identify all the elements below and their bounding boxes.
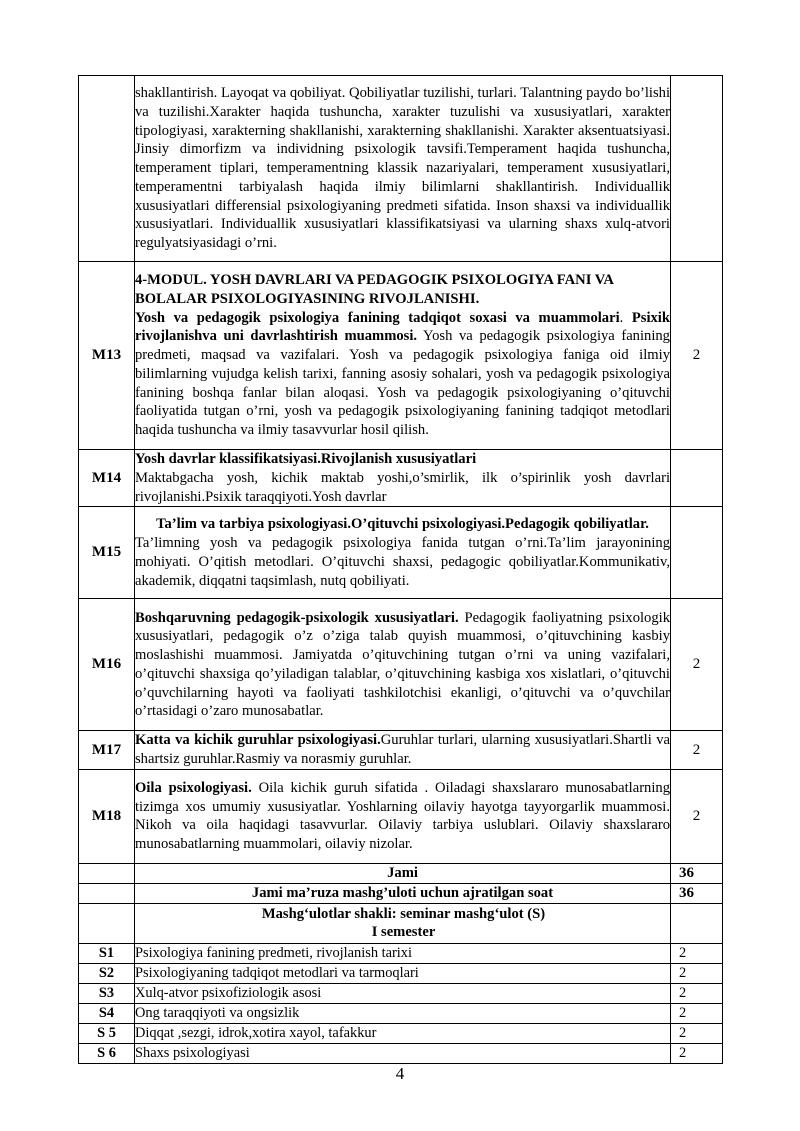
seminar-topic: Ong taraqqiyoti va ongsizlik — [135, 1003, 671, 1023]
seminar-code: S3 — [79, 983, 135, 1003]
topic-body: Yosh va pedagogik psixologiya fanining predmeti, maqsad va vazifalari. Yosh va pedagogik psixologiya faniga oid ilmiy bilimlarning vujudga kelish tarixi, fanning asosiy sohalari, yosh va pedagogik psixologiya fanining boshqa fanlar bilan aloqasi. Yosh va pedagogik psixologiyaning o’qituvchi faoliyatida tutgan o’rni, yosh va pedagogik psixologiyaning fanining tadqiqot metodlari haqida tushuncha va ilmiy tasavvurlar hosil qilish. — [135, 328, 670, 439]
seminar-row — [79, 983, 723, 1003]
table-row-continuation — [79, 76, 723, 262]
row-hours: 2 — [671, 769, 723, 863]
topic-body: Pedagogik faoliyatning psixologik xususiyatlari, pedagogik o’z o’ziga talab quyish muammosi, o’qituvchining kasbiy moslashishi muammosi. Jamiyatda o’qituvchining tutgan o’rni va uning vazifalari, o’qituvchi shaxsiga qo’yiladigan talablar, o’qituvchining kasbiga xos xislatlari, o’qituvchi o’quvchilarning hayoti va faoliyati tashkilotchisi ekanligi, o’qituvchi va o’quvchilar o’rtasidagi o’zaro munosabatlar. — [135, 609, 671, 720]
row-hours — [671, 903, 723, 943]
seminar-code: S2 — [79, 963, 135, 983]
seminar-header-title: Mashg‘ulotlar shakli: seminar mashg‘ulot (S) — [261, 905, 546, 922]
lecture-total-row — [79, 883, 723, 903]
seminar-row — [79, 943, 723, 963]
seminar-topic: Shaxs psixologiyasi — [135, 1043, 671, 1063]
row-content — [135, 731, 671, 770]
seminar-header-row — [79, 903, 723, 943]
row-content — [135, 599, 671, 731]
topic-title: Boshqaruvning pedagogik-psixologik xususiyatlari. — [135, 609, 459, 626]
row-content — [135, 769, 671, 863]
row-hours — [671, 76, 723, 262]
lecture-total-label: Jami ma’ruza mashg’uloti uchun ajratilgan soat — [135, 883, 671, 903]
row-code — [79, 883, 135, 903]
row-code: M18 — [79, 769, 135, 863]
row-code: M17 — [79, 731, 135, 770]
row-code: M15 — [79, 507, 135, 599]
lecture-total-hours: 36 — [671, 883, 723, 903]
row-content — [135, 262, 671, 450]
row-content — [135, 507, 671, 599]
topic-text — [135, 309, 670, 441]
topic-body: Oila kichik guruh sifatida . Oiladagi shaxslararo munosabatlarning tizimga xos umumiy xususiyatlar. Yoshlarning oilaviy hayotga tayyorgarlik muammosi. Nikoh va oila haqidagi tasavvurlar. Oilaviy tarbiya uslublari. Oilaviy shaxslararo munosabatlarning muammolari, oilaviy nizolar. — [135, 779, 671, 853]
row-code — [79, 903, 135, 943]
topic-title: Yosh va pedagogik psixologiya fanining tadqiqot soxasi va muammolari — [135, 309, 620, 326]
seminar-header — [135, 903, 671, 943]
seminar-topic: Xulq-atvor psixofiziologik asosi — [135, 983, 671, 1003]
row-content: shakllantirish. Layoqat va qobiliyat. Qobiliyatlar tuzilishi, turlari. Talantning paydo bo’lishi va tuzilishi.Xarakter haqida tushuncha, xarakter tuzulishi va xususiyatlari, xarakter tipologiyasi, xarakterning shakllanishi, xarakterning shakllanishi. Xarakter aksentuatsiyasi. Jinsiy dimorfizm va individning psixologik tavsifi.Temperament haqida tushuncha, temperament tiplari, temperamentning klassik nazariyalari, temperament xususiyatlari, temperamentni tarbiyalash haqida ilmiy bilimlarni shakllantirish. Individuallik xususiyatlari differensial psixologiyaning predmeti sifatida. Inson shaxsi va individuallik xususiyatlari. Individuallik xususiyatlari klassifikatsiyasi va ularning shaxs xulq-atvori regulyatsiyasidagi o’rni. — [135, 76, 671, 262]
row-hours: 2 — [671, 599, 723, 731]
topic-body: Ta’limning yosh va pedagogik psixologiya fanida tutgan o’rni.Ta’lim jarayonining mohiyati. O’qitish metodlari. O’qituvchi shaxsi, pedagogic qobiliyatlar.Kommunikativ, akademik, diqqatni taqsimlash, nutq qobiliyati. — [135, 535, 670, 589]
row-code: M13 — [79, 262, 135, 450]
row-code: M16 — [79, 599, 135, 731]
seminar-row — [79, 1003, 723, 1023]
total-row — [79, 863, 723, 883]
row-hours — [671, 450, 723, 507]
topic-title: Katta va kichik guruhlar psixologiyasi. — [135, 732, 381, 749]
total-label: Jami — [135, 863, 671, 883]
table-row-m16 — [79, 599, 723, 731]
seminar-hours: 2 — [671, 1043, 723, 1063]
seminar-topic: Psixologiyaning tadqiqot metodlari va tarmoqlari — [135, 963, 671, 983]
seminar-topic: Psixologiya fanining predmeti, rivojlanish tarixi — [135, 943, 671, 963]
topic-punct: . — [619, 309, 624, 326]
row-hours: 2 — [671, 731, 723, 770]
seminar-code: S1 — [79, 943, 135, 963]
topic-title: Oila psixologiyasi. — [135, 779, 252, 796]
seminar-code: S 5 — [79, 1023, 135, 1043]
topic-body: Guruhlar turlari, ularning xususiyatlari.Shartli va shartsiz guruhlar.Rasmiy va norasmiy guruhlar. — [135, 732, 670, 768]
row-hours — [671, 507, 723, 599]
module-title: 4-MODUL. YOSH DAVRLARI VA PEDAGOGIK PSIXOLOGIYA FANI VA BOLALAR PSIXOLOGIYASINING RIVOJLANISHI. — [135, 271, 614, 307]
seminar-header-semester: I semester — [371, 924, 436, 941]
row-code — [79, 76, 135, 262]
curriculum-table — [78, 75, 723, 1064]
seminar-topic: Diqqat ,sezgi, idrok,xotira xayol, tafakkur — [135, 1023, 671, 1043]
topic-title: Ta’lim va tarbiya psixologiyasi.O’qituvchi psixologiyasi.Pedagogik qobiliyatlar. — [156, 516, 649, 533]
seminar-hours: 2 — [671, 1003, 723, 1023]
page-number: 4 — [395, 1064, 405, 1083]
table-row-m17 — [79, 731, 723, 770]
row-code — [79, 863, 135, 883]
topic-subtitle: Psixik rivojlanishva uni davrlashtirish muammosi. — [135, 309, 670, 345]
row-hours: 2 — [671, 262, 723, 450]
seminar-hours: 2 — [671, 1023, 723, 1043]
total-hours: 36 — [671, 863, 723, 883]
row-content — [135, 450, 671, 507]
seminar-hours: 2 — [671, 943, 723, 963]
topic-body: Maktabgacha yosh, kichik maktab yoshi,o’smirlik, ilk o’spirinlik yosh davrlari rivojlanishi.Psixik taraqqiyoti.Yosh davrlar — [135, 469, 670, 505]
seminar-row — [79, 963, 723, 983]
table-row-m14 — [79, 450, 723, 507]
seminar-row — [79, 1043, 723, 1063]
seminar-hours: 2 — [671, 963, 723, 983]
table-row-m13 — [79, 262, 723, 450]
row-code: M14 — [79, 450, 135, 507]
seminar-code: S 6 — [79, 1043, 135, 1063]
table-row-m15 — [79, 507, 723, 599]
table-row-m18 — [79, 769, 723, 863]
seminar-row — [79, 1023, 723, 1043]
seminar-code: S4 — [79, 1003, 135, 1023]
seminar-hours: 2 — [671, 983, 723, 1003]
topic-title: Yosh davrlar klassifikatsiyasi.Rivojlanish xususiyatlari — [135, 451, 477, 467]
